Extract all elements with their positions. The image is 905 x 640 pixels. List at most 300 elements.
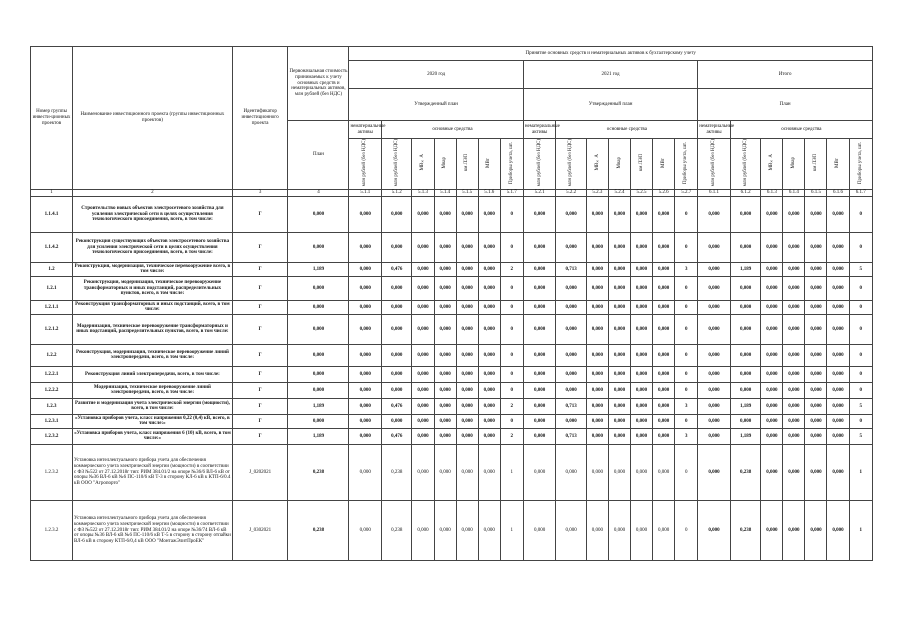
row-value: 0: [500, 232, 523, 262]
row-value: 1,189: [730, 398, 760, 414]
row-value: 0,000: [805, 300, 827, 314]
row-value: 0,000: [730, 414, 760, 428]
table-row: [31, 428, 873, 444]
row-value: 0,000: [523, 232, 556, 262]
row-value: 0,000: [412, 414, 434, 428]
header-2020: 2020 год: [349, 61, 523, 89]
row-value: 0,000: [698, 414, 731, 428]
row-value: 0,476: [382, 398, 412, 414]
subcol-header: МВт: [478, 139, 500, 190]
row-value: 0,000: [478, 366, 500, 382]
row-value: 0,000: [698, 500, 731, 560]
row-value: 0: [500, 196, 523, 232]
column-number: 5.2.6: [653, 189, 675, 196]
row-plan: 1,189: [288, 398, 349, 414]
row-value: 0,000: [523, 500, 556, 560]
row-value: 0,000: [653, 366, 675, 382]
row-value: 0,000: [698, 428, 731, 444]
table-row: [31, 314, 873, 344]
row-value: 0,238: [730, 444, 760, 500]
row-value: 0,000: [827, 398, 849, 414]
row-value: 0: [500, 382, 523, 398]
row-identifier: J_0202021: [232, 444, 288, 500]
row-value: 0,000: [412, 314, 434, 344]
row-value: 0,000: [827, 382, 849, 398]
row-value: 0,000: [382, 196, 412, 232]
row-value: 0,000: [523, 276, 556, 300]
row-value: 0,000: [556, 500, 586, 560]
row-value: 2: [500, 398, 523, 414]
row-value: 0,000: [523, 382, 556, 398]
row-value: 0,000: [434, 196, 456, 232]
row-value: 0: [849, 300, 872, 314]
row-value: 0,000: [556, 366, 586, 382]
row-value: 0,000: [761, 314, 783, 344]
row-value: 0,000: [653, 414, 675, 428]
row-plan: 0,000: [288, 196, 349, 232]
row-value: 0: [675, 300, 698, 314]
row-value: 0,000: [805, 382, 827, 398]
row-value: 0,000: [761, 366, 783, 382]
row-value: 0,000: [412, 444, 434, 500]
row-value: 0,000: [608, 428, 630, 444]
row-value: 0,000: [412, 500, 434, 560]
row-value: 0: [675, 382, 698, 398]
row-value: 0,000: [456, 344, 478, 366]
header-intangible-total: нематериальные активы: [698, 121, 731, 139]
row-value: 0: [849, 344, 872, 366]
row-identifier: Г: [232, 262, 288, 276]
row-name: Реконструкция, модернизация, техническое перевооружение линий электропередачи, всего, в том числе:: [73, 344, 233, 366]
row-value: 0: [849, 366, 872, 382]
row-value: 0,000: [827, 276, 849, 300]
subcol-header: МВ×А: [761, 139, 783, 190]
row-value: 0,000: [586, 232, 608, 262]
row-number: 1.2.2.1: [31, 366, 73, 382]
row-value: 0,000: [523, 314, 556, 344]
row-value: 0,000: [349, 398, 382, 414]
row-name: Реконструкция трансформаторных и иных подстанций, всего, в том числе:: [73, 300, 233, 314]
row-value: 0,000: [761, 196, 783, 232]
row-number: 1.1.4.1: [31, 196, 73, 232]
row-value: 0,000: [698, 344, 731, 366]
row-value: 0,000: [382, 276, 412, 300]
row-value: 0,000: [523, 428, 556, 444]
row-value: 0: [849, 314, 872, 344]
row-value: 0,238: [382, 500, 412, 560]
table-row: [31, 398, 873, 414]
row-value: 0,000: [827, 344, 849, 366]
row-value: 0,000: [608, 414, 630, 428]
subcol-header: МВт: [827, 139, 849, 190]
subcol-header: МВ×А: [586, 139, 608, 190]
column-number: 3: [232, 189, 288, 196]
row-value: 0,000: [456, 262, 478, 276]
row-value: 0,000: [783, 366, 805, 382]
row-value: 2: [500, 262, 523, 276]
row-value: 0,476: [382, 428, 412, 444]
row-value: 0: [675, 314, 698, 344]
table-row: [31, 414, 873, 428]
row-value: 0,000: [827, 500, 849, 560]
row-value: 0,000: [556, 276, 586, 300]
row-value: 0,000: [586, 262, 608, 276]
row-value: 0: [849, 276, 872, 300]
row-value: 0,000: [349, 300, 382, 314]
column-number: 5.1.1: [349, 189, 382, 196]
row-value: 0,000: [805, 196, 827, 232]
row-value: 0,000: [761, 398, 783, 414]
row-value: 0,000: [382, 414, 412, 428]
row-value: 0,000: [349, 344, 382, 366]
row-value: 0,000: [349, 196, 382, 232]
row-value: 0,000: [412, 344, 434, 366]
row-value: 0,000: [653, 344, 675, 366]
header-group-num: Номер группы инвести-ционных проектов: [31, 47, 73, 190]
row-value: 0,000: [805, 444, 827, 500]
row-value: 0,000: [478, 428, 500, 444]
row-value: 0,000: [456, 300, 478, 314]
subcol-header: км ЛЭП: [631, 139, 653, 190]
row-value: 0,000: [434, 366, 456, 382]
row-value: 0,000: [456, 444, 478, 500]
row-value: 3: [675, 262, 698, 276]
row-value: 0,000: [586, 300, 608, 314]
row-value: 0,000: [827, 314, 849, 344]
row-value: 0,000: [586, 428, 608, 444]
row-value: 1: [849, 444, 872, 500]
row-value: 0,000: [783, 398, 805, 414]
row-value: 0,000: [586, 398, 608, 414]
row-value: 0,000: [523, 300, 556, 314]
row-value: 0,000: [631, 262, 653, 276]
row-value: 0,000: [478, 314, 500, 344]
row-value: 0,000: [783, 444, 805, 500]
row-value: 0,000: [653, 276, 675, 300]
row-value: 0,000: [349, 262, 382, 276]
subcol-header: Мвар: [608, 139, 630, 190]
row-value: 0,000: [631, 314, 653, 344]
column-number: 5.1.2: [382, 189, 412, 196]
row-value: 0,000: [730, 382, 760, 398]
row-value: 0,000: [698, 276, 731, 300]
row-value: 0,000: [434, 428, 456, 444]
row-value: 0,000: [523, 196, 556, 232]
row-value: 0,000: [456, 398, 478, 414]
row-value: 0,000: [805, 398, 827, 414]
row-value: 0,000: [608, 300, 630, 314]
row-value: 0,000: [698, 398, 731, 414]
row-value: 0,000: [412, 196, 434, 232]
row-name: Реконструкция существующих объектов электросетевого хозяйства для усиления электрической сети в целях осуществления технологического присоединения, всего, в том числе:: [73, 232, 233, 262]
row-value: 0,000: [608, 444, 630, 500]
row-number: 1.1.4.2: [31, 232, 73, 262]
row-value: 0,000: [478, 444, 500, 500]
row-plan: 0,000: [288, 276, 349, 300]
subcol-header: Приборы учета, шт.: [500, 139, 523, 190]
row-value: 5: [849, 428, 872, 444]
row-value: 0,000: [456, 232, 478, 262]
row-value: 0,000: [761, 262, 783, 276]
row-value: 0,713: [556, 428, 586, 444]
table-row: [31, 344, 873, 366]
row-plan: 1,189: [288, 428, 349, 444]
row-value: 0,000: [783, 196, 805, 232]
row-value: 0,000: [434, 500, 456, 560]
row-value: 0,000: [412, 428, 434, 444]
row-value: 0,000: [608, 262, 630, 276]
row-plan: 0,000: [288, 344, 349, 366]
row-value: 0,000: [478, 196, 500, 232]
header-total: Итого: [698, 61, 873, 89]
row-value: 0: [500, 366, 523, 382]
row-identifier: Г: [232, 344, 288, 366]
row-name: Модернизация, техническое перевооружение трансформаторных и иных подстанций, распределительных пунктов, всего, в том числе:: [73, 314, 233, 344]
row-identifier: Г: [232, 300, 288, 314]
row-value: 0,000: [349, 314, 382, 344]
row-value: 0,000: [783, 314, 805, 344]
row-value: 0,476: [382, 262, 412, 276]
row-value: 0: [675, 344, 698, 366]
row-value: 0,000: [653, 262, 675, 276]
row-value: 0,000: [412, 262, 434, 276]
row-value: 0,000: [698, 232, 731, 262]
investment-table: [30, 46, 873, 561]
row-value: 0,000: [631, 444, 653, 500]
row-name: Модернизация, техническое перевооружение линий электропередачи, всего, в том числе:: [73, 382, 233, 398]
row-name: Установка интеллектуального прибора учета для обеспечения коммерческого учета электрической энергии (мощности) в соответствии с ФЗ №522 от 27.12.2018г тип: РИМ 384.01/2 на опоре №36/74 ВЛ-6 кВ от опоры №36 ВЛ-6 кВ №6 ПС-110/6 кВ Т-5 в сторону в сторону отпайки ВЛ-6 кВ в сторону КТП-6/0,4 кВ ООО "МонтажЭлитПроЕК": [73, 500, 233, 560]
row-value: 0,000: [382, 314, 412, 344]
subcol-header: млн рублей (без НДС): [556, 139, 586, 190]
row-value: 0,000: [434, 262, 456, 276]
header-fixed-2021: основные средства: [556, 121, 698, 139]
row-value: 0,000: [631, 276, 653, 300]
row-value: 0,000: [586, 344, 608, 366]
row-value: 0,000: [653, 196, 675, 232]
row-value: 0,000: [827, 414, 849, 428]
header-intangible-2021: нематериальные активы: [523, 121, 556, 139]
row-value: 0,000: [478, 500, 500, 560]
row-number: 1.2.1: [31, 276, 73, 300]
row-value: 0: [500, 314, 523, 344]
row-value: 0,000: [730, 196, 760, 232]
row-identifier: Г: [232, 398, 288, 414]
row-value: 0,000: [805, 500, 827, 560]
table-row: [31, 500, 873, 560]
row-value: 0,000: [478, 262, 500, 276]
subcol-header: млн рублей (без НДС): [523, 139, 556, 190]
row-value: 0,238: [730, 500, 760, 560]
row-value: 0,000: [456, 366, 478, 382]
subcol-header: млн рублей (без НДС): [382, 139, 412, 190]
row-value: 1: [500, 500, 523, 560]
row-value: 0,000: [608, 500, 630, 560]
column-number: 5.2.7: [675, 189, 698, 196]
table-row: [31, 232, 873, 262]
row-name: Реконструкция, модернизация, техническое перевооружение трансформаторных и иных подстанций, распределительных пунктов, всего, в том числе:: [73, 276, 233, 300]
row-value: 0,000: [434, 414, 456, 428]
row-value: 0: [675, 232, 698, 262]
row-plan: 0,000: [288, 414, 349, 428]
row-value: 0,000: [783, 382, 805, 398]
row-value: 0,000: [653, 382, 675, 398]
column-number: 6.1.2: [730, 189, 760, 196]
row-value: 0,000: [523, 366, 556, 382]
row-value: 0,000: [783, 300, 805, 314]
row-value: 0,000: [653, 428, 675, 444]
row-value: 3: [675, 428, 698, 444]
row-value: 0,000: [349, 232, 382, 262]
row-value: 0,000: [698, 444, 731, 500]
row-value: 2: [500, 428, 523, 444]
row-value: 0,000: [382, 366, 412, 382]
row-value: 0,000: [349, 414, 382, 428]
row-value: 0,000: [761, 428, 783, 444]
row-value: 0,000: [434, 300, 456, 314]
row-value: 0,000: [761, 444, 783, 500]
row-value: 0,000: [761, 382, 783, 398]
row-value: 0,000: [783, 262, 805, 276]
column-number: 5.1.4: [434, 189, 456, 196]
header-plan-total: План: [698, 89, 873, 121]
row-number: 1.2.2: [31, 344, 73, 366]
row-value: 0,000: [456, 196, 478, 232]
row-value: 0,000: [586, 276, 608, 300]
row-value: 0,000: [382, 382, 412, 398]
row-value: 0,000: [608, 232, 630, 262]
row-value: 1,189: [730, 428, 760, 444]
column-number: 2: [73, 189, 233, 196]
row-name: Реконструкция линий электропередачи, всего, в том числе:: [73, 366, 233, 382]
column-number: 6.1.5: [805, 189, 827, 196]
row-value: 0,000: [783, 232, 805, 262]
header-initial-cost: Первоначальная стоимость принимаемых к учету основных средств и нематериальных активов, млн рублей (без НДС): [288, 47, 349, 121]
row-name: Установка интеллектуального прибора учета для обеспечения коммерческого учета электрической энергии (мощности) в соответствии с ФЗ №522 от 27.12.2018г тип: РИМ 384.01/2 на опоре №36/6 ВЛ-6 кВ от опоры №36 ВЛ-6 кВ №6 ПС-110/6 кВ Т-3 в сторону КЛ-6 кВ к КТП-6/0.4 кВ ООО "Агропорто": [73, 444, 233, 500]
row-value: 0,000: [586, 196, 608, 232]
row-name: «Установка приборов учета, класс напряжения 6 (10) кВ, всего, в том числе:»: [73, 428, 233, 444]
row-value: 0,000: [698, 196, 731, 232]
row-value: 0,000: [653, 300, 675, 314]
row-value: 0,000: [434, 344, 456, 366]
row-value: 0: [500, 300, 523, 314]
row-plan: 0,238: [288, 500, 349, 560]
row-value: 0,000: [827, 300, 849, 314]
row-identifier: J_0302021: [232, 500, 288, 560]
row-value: 0: [500, 414, 523, 428]
row-value: 0: [849, 196, 872, 232]
row-number: 1.2.3: [31, 398, 73, 414]
row-value: 1: [500, 444, 523, 500]
row-number: 1.2.1.1: [31, 300, 73, 314]
row-value: 0,000: [478, 300, 500, 314]
row-value: 0,000: [631, 196, 653, 232]
row-number: 1.2.3.2: [31, 444, 73, 500]
row-value: 0,000: [434, 276, 456, 300]
row-value: 0,000: [761, 232, 783, 262]
row-value: 0: [675, 196, 698, 232]
row-value: 0,000: [730, 314, 760, 344]
row-value: 0,000: [805, 276, 827, 300]
row-value: 0,000: [456, 428, 478, 444]
column-number: 4: [288, 189, 349, 196]
column-number: 5.2.3: [586, 189, 608, 196]
row-value: 5: [849, 398, 872, 414]
row-value: 0,000: [631, 500, 653, 560]
header-identifier: Идентификатор инвестиционного проекта: [232, 47, 288, 190]
row-value: 0,000: [434, 314, 456, 344]
row-value: 0,000: [478, 232, 500, 262]
column-number: 5.1.5: [456, 189, 478, 196]
row-value: 0,000: [653, 398, 675, 414]
row-value: 0,000: [608, 366, 630, 382]
subcol-header: Приборы учета, шт.: [675, 139, 698, 190]
table-row: [31, 276, 873, 300]
row-value: 0: [500, 344, 523, 366]
subcol-header: км ЛЭП: [805, 139, 827, 190]
row-value: 0,000: [349, 428, 382, 444]
row-value: 0,000: [631, 398, 653, 414]
row-value: 0,000: [586, 366, 608, 382]
column-number: 6.1.3: [761, 189, 783, 196]
row-value: 0,000: [730, 366, 760, 382]
row-value: 0,000: [783, 344, 805, 366]
row-value: 0,000: [608, 344, 630, 366]
row-value: 0,000: [653, 500, 675, 560]
subcol-header: млн рублей (без НДС): [349, 139, 382, 190]
column-number: 5.2.2: [556, 189, 586, 196]
header-name: Наименование инвестиционного проекта (группы инвестиционных проектов): [73, 47, 233, 190]
row-value: 0,000: [608, 314, 630, 344]
table-row: [31, 196, 873, 232]
row-value: 0,000: [730, 276, 760, 300]
row-value: 0,000: [805, 344, 827, 366]
row-value: 0,000: [805, 414, 827, 428]
subcol-header: Мвар: [783, 139, 805, 190]
subcol-header: МВт: [653, 139, 675, 190]
header-accepted: Принятие основных средств и нематериальных активов к бухгалтерскому учету: [349, 47, 873, 61]
row-value: 0,000: [556, 314, 586, 344]
row-value: 0: [849, 232, 872, 262]
row-identifier: Г: [232, 414, 288, 428]
row-value: 0,000: [382, 232, 412, 262]
row-value: 0,000: [653, 314, 675, 344]
table-row: [31, 300, 873, 314]
row-value: 0,000: [523, 398, 556, 414]
row-value: 0,000: [523, 262, 556, 276]
row-value: 0,000: [730, 232, 760, 262]
subcol-header: млн рублей (без НДС): [698, 139, 731, 190]
row-value: 0,000: [412, 382, 434, 398]
row-value: 0,000: [698, 300, 731, 314]
row-plan: 0,000: [288, 366, 349, 382]
column-number: 5.1.3: [412, 189, 434, 196]
row-value: 0,000: [698, 262, 731, 276]
row-plan: 0,238: [288, 444, 349, 500]
row-value: 0,000: [631, 232, 653, 262]
column-number: 5.2.1: [523, 189, 556, 196]
row-value: 0,000: [412, 232, 434, 262]
row-value: 0,000: [556, 344, 586, 366]
row-value: 0,000: [698, 366, 731, 382]
row-name: «Установка приборов учета, класс напряжения 0,22 (0,4) кВ, всего, в том числе:»: [73, 414, 233, 428]
row-value: 0,000: [586, 314, 608, 344]
column-number: 1: [31, 189, 73, 196]
row-value: 0,000: [631, 366, 653, 382]
row-value: 0: [675, 500, 698, 560]
row-value: 0,000: [586, 444, 608, 500]
row-value: 0,000: [434, 444, 456, 500]
header-fixed-2020: основные средства: [382, 121, 524, 139]
